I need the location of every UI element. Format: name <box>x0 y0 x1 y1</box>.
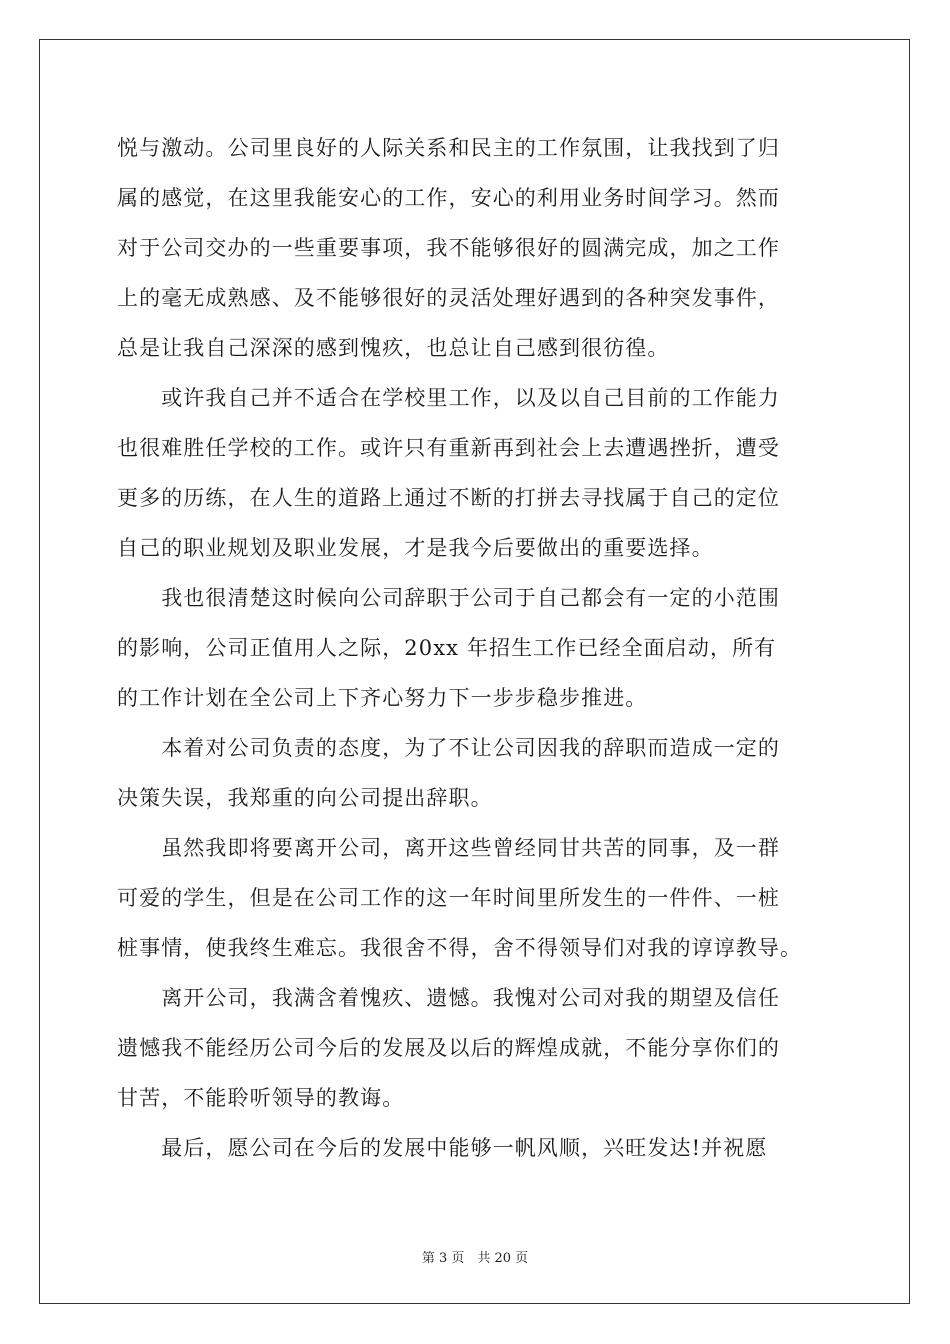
page-border <box>39 39 910 1304</box>
text-line: 离开公司，我满含着愧疚、遗憾。我愧对公司对我的期望及信任 <box>117 986 780 1010</box>
text-line: 悦与激动。公司里良好的人际关系和民主的工作氛围，让我找到了归 <box>117 136 780 160</box>
text-line: 本着对公司负责的态度，为了不让公司因我的辞职而造成一定的 <box>117 736 780 760</box>
text-line: 甘苦，不能聆听领导的教诲。 <box>117 1086 405 1110</box>
text-line: 上的毫无成熟感、及不能够很好的灵活处理好遇到的各种突发事件， <box>117 286 780 310</box>
text-line: 的工作计划在全公司上下齐心努力下一步步稳步推进。 <box>117 686 648 710</box>
text-line: 自己的职业规划及职业发展，才是我今后要做出的重要选择。 <box>117 536 714 560</box>
text-line: 桩事情，使我终生难忘。我很舍不得，舍不得领导们对我的谆谆教导。 <box>117 936 803 960</box>
text-line: 对于公司交办的一些重要事项，我不能够很好的圆满完成，加之工作 <box>117 236 780 260</box>
text-line: 也很难胜任学校的工作。或许只有重新再到社会上去遭遇挫折，遭受 <box>117 436 780 460</box>
text-line: 总是让我自己深深的感到愧疚，也总让自己感到很彷徨。 <box>117 336 670 360</box>
text-line: 虽然我即将要离开公司，离开这些曾经同甘共苦的同事，及一群 <box>117 836 780 860</box>
text-line: 决策失误，我郑重的向公司提出辞职。 <box>117 786 493 810</box>
text-line: 更多的历练，在人生的道路上通过不断的打拼去寻找属于自己的定位 <box>117 486 780 510</box>
text-line: 或许我自己并不适合在学校里工作，以及以自己目前的工作能力 <box>117 386 780 410</box>
text-line: 遗憾我不能经历公司今后的发展及以后的辉煌成就，不能分享你们的 <box>117 1036 780 1060</box>
text-line: 属的感觉，在这里我能安心的工作，安心的利用业务时间学习。然而 <box>117 186 780 210</box>
text-line: 我也很清楚这时候向公司辞职于公司于自己都会有一定的小范围 <box>117 586 780 610</box>
text-line: 可爱的学生，但是在公司工作的这一年时间里所发生的一件件、一桩 <box>117 886 780 910</box>
page-number-footer: 第 3 页 共 20 页 <box>421 1251 529 1266</box>
text-line: 最后，愿公司在今后的发展中能够一帆风顺，兴旺发达!并祝愿 <box>117 1136 768 1160</box>
text-line: 的影响，公司正值用人之际，20xx 年招生工作已经全面启动，所有 <box>117 636 777 660</box>
